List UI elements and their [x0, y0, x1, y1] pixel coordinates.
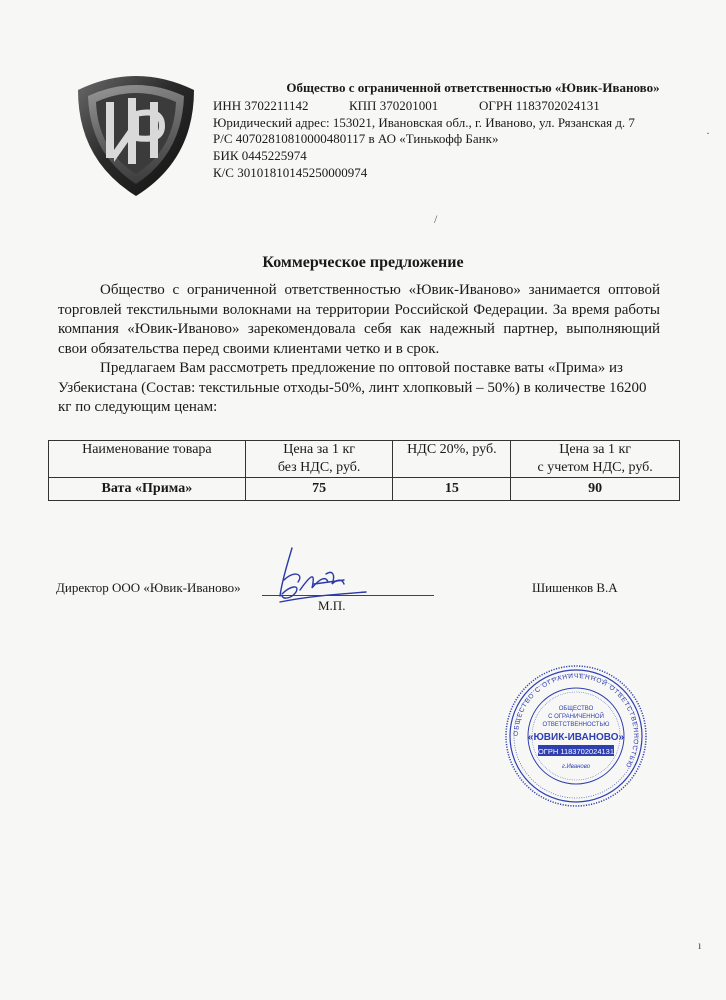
scan-speck: · — [706, 126, 710, 140]
cell-price-with-vat: 90 — [511, 478, 680, 501]
scan-speck: / — [434, 212, 438, 226]
col-header-vat: НДС 20%, руб. — [393, 441, 511, 478]
signatory-name: Шишенков В.А — [532, 580, 618, 595]
col-header-price-no-vat: Цена за 1 кг без НДС, руб. — [245, 441, 393, 478]
intro-paragraph: Общество с ограниченной ответственностью «Ювик-Иваново» занимается оптовой торговлей текстильными волокнами на территории Российской Федерации. За время работы компания «Ювик-Иваново» зарекомендовала себя как надежный партнер, выполняющий свои обязательства перед своими клиентами четко и в срок. — [58, 282, 660, 357]
stamp-place-mark: М.П. — [318, 598, 346, 613]
svg-text:ОТВЕТСТВЕННОСТЬЮ: ОТВЕТСТВЕННОСТЬЮ — [542, 722, 610, 728]
svg-text:С ОГРАНИЧЕННОЙ: С ОГРАНИЧЕННОЙ — [548, 714, 604, 720]
col-header-product: Наименование товара — [49, 441, 246, 478]
tax-ids-line — [213, 98, 693, 115]
cell-product: Вата «Прима» — [49, 478, 246, 501]
table-row — [49, 478, 680, 501]
offer-paragraph: Предлагаем Вам рассмотреть предложение по оптовой поставке ваты «Прима» из Узбекистана (Состав: текстильные отходы-50%, линт хлопковый – 50%) в количестве 16200 кг по следующим ценам: — [58, 360, 647, 415]
cell-vat: 15 — [393, 478, 511, 501]
inn: ИНН 3702211142 — [213, 97, 309, 113]
scan-speck: ı — [698, 938, 702, 952]
signatory-title: Директор ООО «Ювик-Иваново» — [56, 580, 241, 595]
price-table — [48, 440, 680, 501]
ogrn: ОГРН 1183702024131 — [479, 97, 600, 113]
company-stamp — [504, 664, 648, 808]
table-header-row — [49, 441, 680, 478]
document-title: Коммерческое предложение — [262, 254, 464, 271]
handwritten-signature — [270, 540, 370, 610]
cell-price-no-vat: 75 — [245, 478, 393, 501]
company-logo-shield — [70, 68, 202, 200]
stamp-company-name: «ЮВИК-ИВАНОВО» — [527, 732, 625, 743]
svg-text:ОБЩЕСТВО: ОБЩЕСТВО — [558, 706, 594, 712]
legal-address: Юридический адрес: 153021, Ивановская обл., г. Иваново, ул. Рязанская д. 7 — [213, 114, 635, 130]
correspondent-account: К/С 30101810145250000974 — [213, 164, 368, 180]
bik: БИК 0445225974 — [213, 148, 307, 164]
col-header-price-with-vat: Цена за 1 кг с учетом НДС, руб. — [511, 441, 680, 478]
company-name: Общество с ограниченной ответственностью «Ювик-Иваново» — [286, 80, 660, 95]
stamp-city: г.Иваново — [561, 764, 591, 770]
bank-account: Р/С 40702810810000480117 в АО «Тинькофф Банк» — [213, 131, 499, 147]
company-requisites — [213, 80, 693, 182]
stamp-outer-text: ОБЩЕСТВО С ОГРАНИЧЕННОЙ ОТВЕТСТВЕННОСТЬЮ — [512, 672, 640, 770]
kpp: КПП 370201001 — [349, 97, 439, 113]
stamp-ogrn: ОГРН 1183702024131 — [537, 747, 615, 756]
